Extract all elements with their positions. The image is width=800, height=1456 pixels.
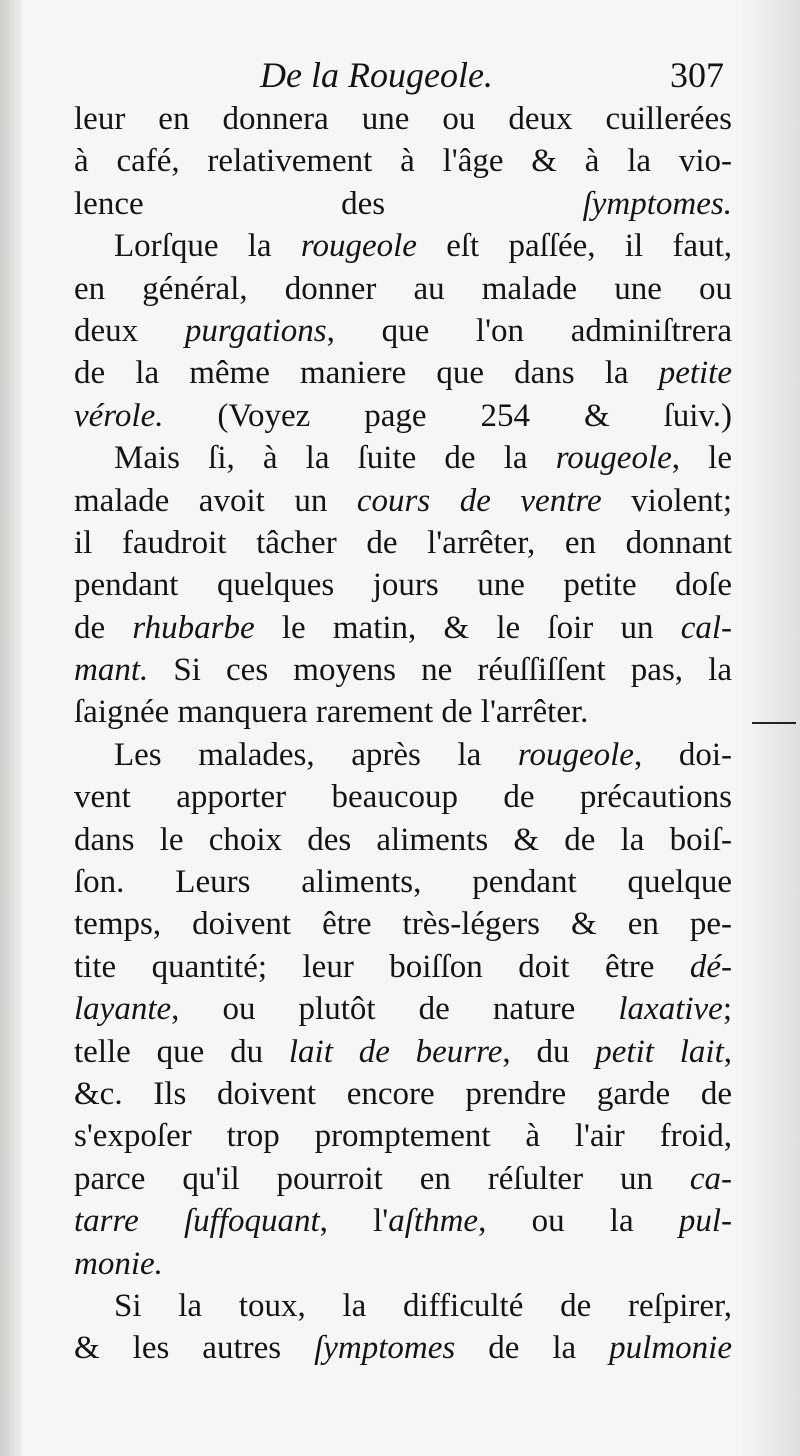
text-run: le matin, & le ſoir un [254,609,681,646]
text-run: eſt paſſée, il faut, [416,228,733,265]
text-line [74,437,732,479]
margin-rule-mark [752,722,796,724]
text-run: Si la toux, la difficulté de reſpirer, [114,1287,732,1324]
text-run: , doi- [633,736,732,773]
italic-run: cal- [680,609,732,646]
text-line [74,734,732,776]
italic-run: tarre ſuffoquant [74,1203,320,1240]
text-run: lence des [74,185,583,222]
text-line [74,1031,732,1073]
text-run: tite quantité; leur boiſſon doit être [74,948,690,985]
italic-run: petite [658,355,732,392]
gutter-shadow [0,0,22,1456]
text-run: Si ces moyens ne réuſſiſſent pas, la [148,652,732,689]
text-line [74,1327,732,1369]
text-run: à café, relativement à l'âge & à la vio- [74,143,732,180]
italic-run: pulmonie [609,1330,732,1367]
text-line [74,225,732,267]
text-line [74,522,732,564]
italic-run: mant. [74,652,149,689]
italic-run: aſthme [388,1203,479,1240]
text-run: en général, donner au malade une ou [74,270,732,307]
body-text [74,98,732,1370]
text-run: de la [455,1330,610,1367]
text-run: , du [502,1033,596,1070]
italic-run: ca- [689,1160,732,1197]
italic-run: laxative [618,991,723,1028]
running-head: De la Rougeole. [260,55,493,95]
text-run: telle que du [74,1033,289,1070]
text-run: dans le choix des aliments & de la boiſ- [74,821,732,858]
italic-run: cours de ventre [356,482,602,519]
text-run: leur en donnera une ou deux cuillerées [74,101,732,137]
text-line [74,1200,732,1242]
page-number: 307 [670,55,724,95]
text-run: ; [722,991,732,1028]
text-line [74,1243,732,1285]
italic-run: rougeole [300,228,417,265]
text-run: , l' [319,1203,389,1240]
text-line [74,819,732,861]
text-line [74,1285,732,1327]
italic-run: rhubarbe [132,609,255,646]
italic-run: pul- [678,1203,732,1240]
text-line [74,1158,732,1200]
text-run: violent; [601,482,732,519]
text-line [74,607,732,649]
text-line [74,776,732,818]
italic-run: lait de beurre [288,1033,503,1070]
italic-run: dé- [689,948,732,985]
text-run: temps, doivent être très-légers & en pe- [74,906,732,943]
text-line [74,183,732,225]
text-line [74,903,732,945]
text-run: , [723,1033,732,1070]
italic-run: vérole. [74,397,164,434]
text-run: &c. Ils doivent encore prendre garde de [74,1075,732,1112]
text-run: Les malades, après la [114,736,518,773]
text-run: pendant quelques jours une petite doſe [74,567,732,604]
text-line [74,564,732,606]
italic-run: ſymptomes [314,1330,456,1367]
text-run: deux [74,312,185,349]
text-run: (Voyez page 254 & ſuiv.) [163,397,732,434]
italic-run: monie. [74,1245,163,1282]
text-line [74,310,732,352]
text-run: Lorſque la [114,228,301,265]
italic-run: layante [74,991,172,1028]
text-run: & les autres [74,1330,315,1367]
text-run: de [74,609,133,646]
text-line [74,691,732,733]
text-line [74,268,732,310]
text-line [74,988,732,1030]
text-line [74,98,732,140]
text-line [74,1115,732,1157]
text-run: ſaignée manquera rarement de l'arrêter. [74,694,589,731]
text-run: , ou la [478,1203,679,1240]
italic-run: rougeole [517,736,634,773]
text-run: , que l'on adminiſtrera [326,312,732,349]
text-run: malade avoit un [74,482,357,519]
text-line [74,1073,732,1115]
text-line [74,352,732,394]
text-line [74,480,732,522]
text-line [74,649,732,691]
text-line [74,140,732,182]
text-run: Mais ſi, à la ſuite de la [114,440,556,477]
text-run: de la même maniere que dans la [74,355,659,392]
italic-run: petit lait [595,1033,724,1070]
italic-run: rougeole [555,440,672,477]
text-line [74,946,732,988]
text-line [74,395,732,437]
page-header [74,50,724,100]
text-run: ſon. Leurs aliments, pendant quelque [74,864,732,901]
italic-run: purgations [184,312,327,349]
text-line [74,861,732,903]
text-run: s'expoſer trop promptement à l'air froid, [74,1118,732,1155]
text-run: parce qu'il pourroit en réſulter un [74,1160,690,1197]
facing-page-bleed [740,0,800,1456]
text-run: , ou plutôt de nature [171,991,619,1028]
text-run: vent apporter beaucoup de précautions [74,779,732,816]
italic-run: ſymptomes. [582,185,732,222]
text-run: il faudroit tâcher de l'arrêter, en donnant [74,524,732,561]
text-run: , le [671,440,732,477]
